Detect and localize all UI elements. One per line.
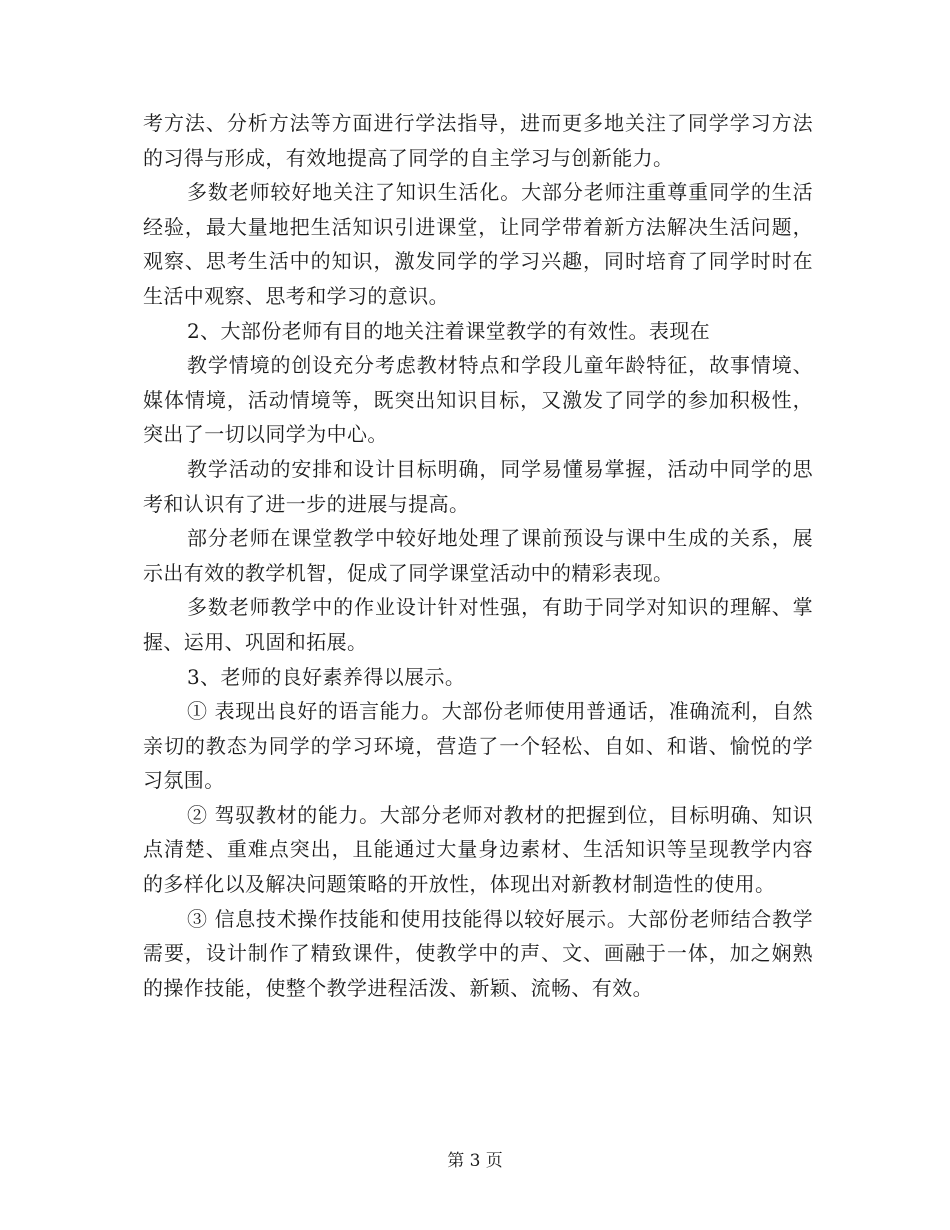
paragraph-10: ② 驾驭教材的能力。大部分老师对教材的把握到位，目标明确、知识点清楚、重难点突出，且能通过大量身边素材、生活知识等呈现教学内容的多样化以及解决问题策略的开放性，体现出对新教材制造性的使用。 [143,802,813,897]
paragraph-4: 教学情境的创设充分考虑教材特点和学段儿童年龄特征，故事情境、媒体情境，活动情境等，既突出知识目标，又激发了同学的参加积极性，突出了一切以同学为中心。 [143,353,813,447]
paragraph-3: 2、大部份老师有目的地关注着课堂教学的有效性。表现在 [187,318,711,343]
paragraph-2: 多数老师较好地关注了知识生活化。大部分老师注重尊重同学的生活经验，最大量地把生活知识引进课堂，让同学带着新方法解决生活问题，观察、思考生活中的知识，激发同学的学习兴趣，同时培育了同学时时在生活中观察、思考和学习的意识。 [143,180,813,308]
body-text [143,106,813,1005]
paragraph-8: 3、老师的良好素养得以展示。 [187,664,466,689]
paragraph-7: 多数老师教学中的作业设计针对性强，有助于同学对知识的理解、掌握、运用、巩固和拓展。 [143,595,813,654]
paragraph-11: ③ 信息技术操作技能和使用技能得以较好展示。大部份老师结合教学需要，设计制作了精致课件，使教学中的声、文、画融于一体，加之娴熟的操作技能，使整个教学进程活泼、新颖、流畅、有效。 [143,906,813,1000]
paragraph-6: 部分老师在课堂教学中较好地处理了课前预设与课中生成的关系，展示出有效的教学机智，促成了同学课堂活动中的精彩表现。 [143,526,813,585]
paragraph-5: 教学活动的安排和设计目标明确，同学易懂易掌握，活动中同学的思考和认识有了进一步的进展与提高。 [143,456,813,516]
paragraph-9: ① 表现出良好的语言能力。大部份老师使用普通话，准确流利，自然亲切的教态为同学的学习环境，营造了一个轻松、自如、和谐、愉悦的学习氛围。 [143,699,813,793]
paragraph-1: 考方法、分析方法等方面进行学法指导，进而更多地关注了同学学习方法的习得与形成，有效地提高了同学的自主学习与创新能力。 [143,111,813,170]
page-number: 第 3 页 [447,1151,503,1171]
